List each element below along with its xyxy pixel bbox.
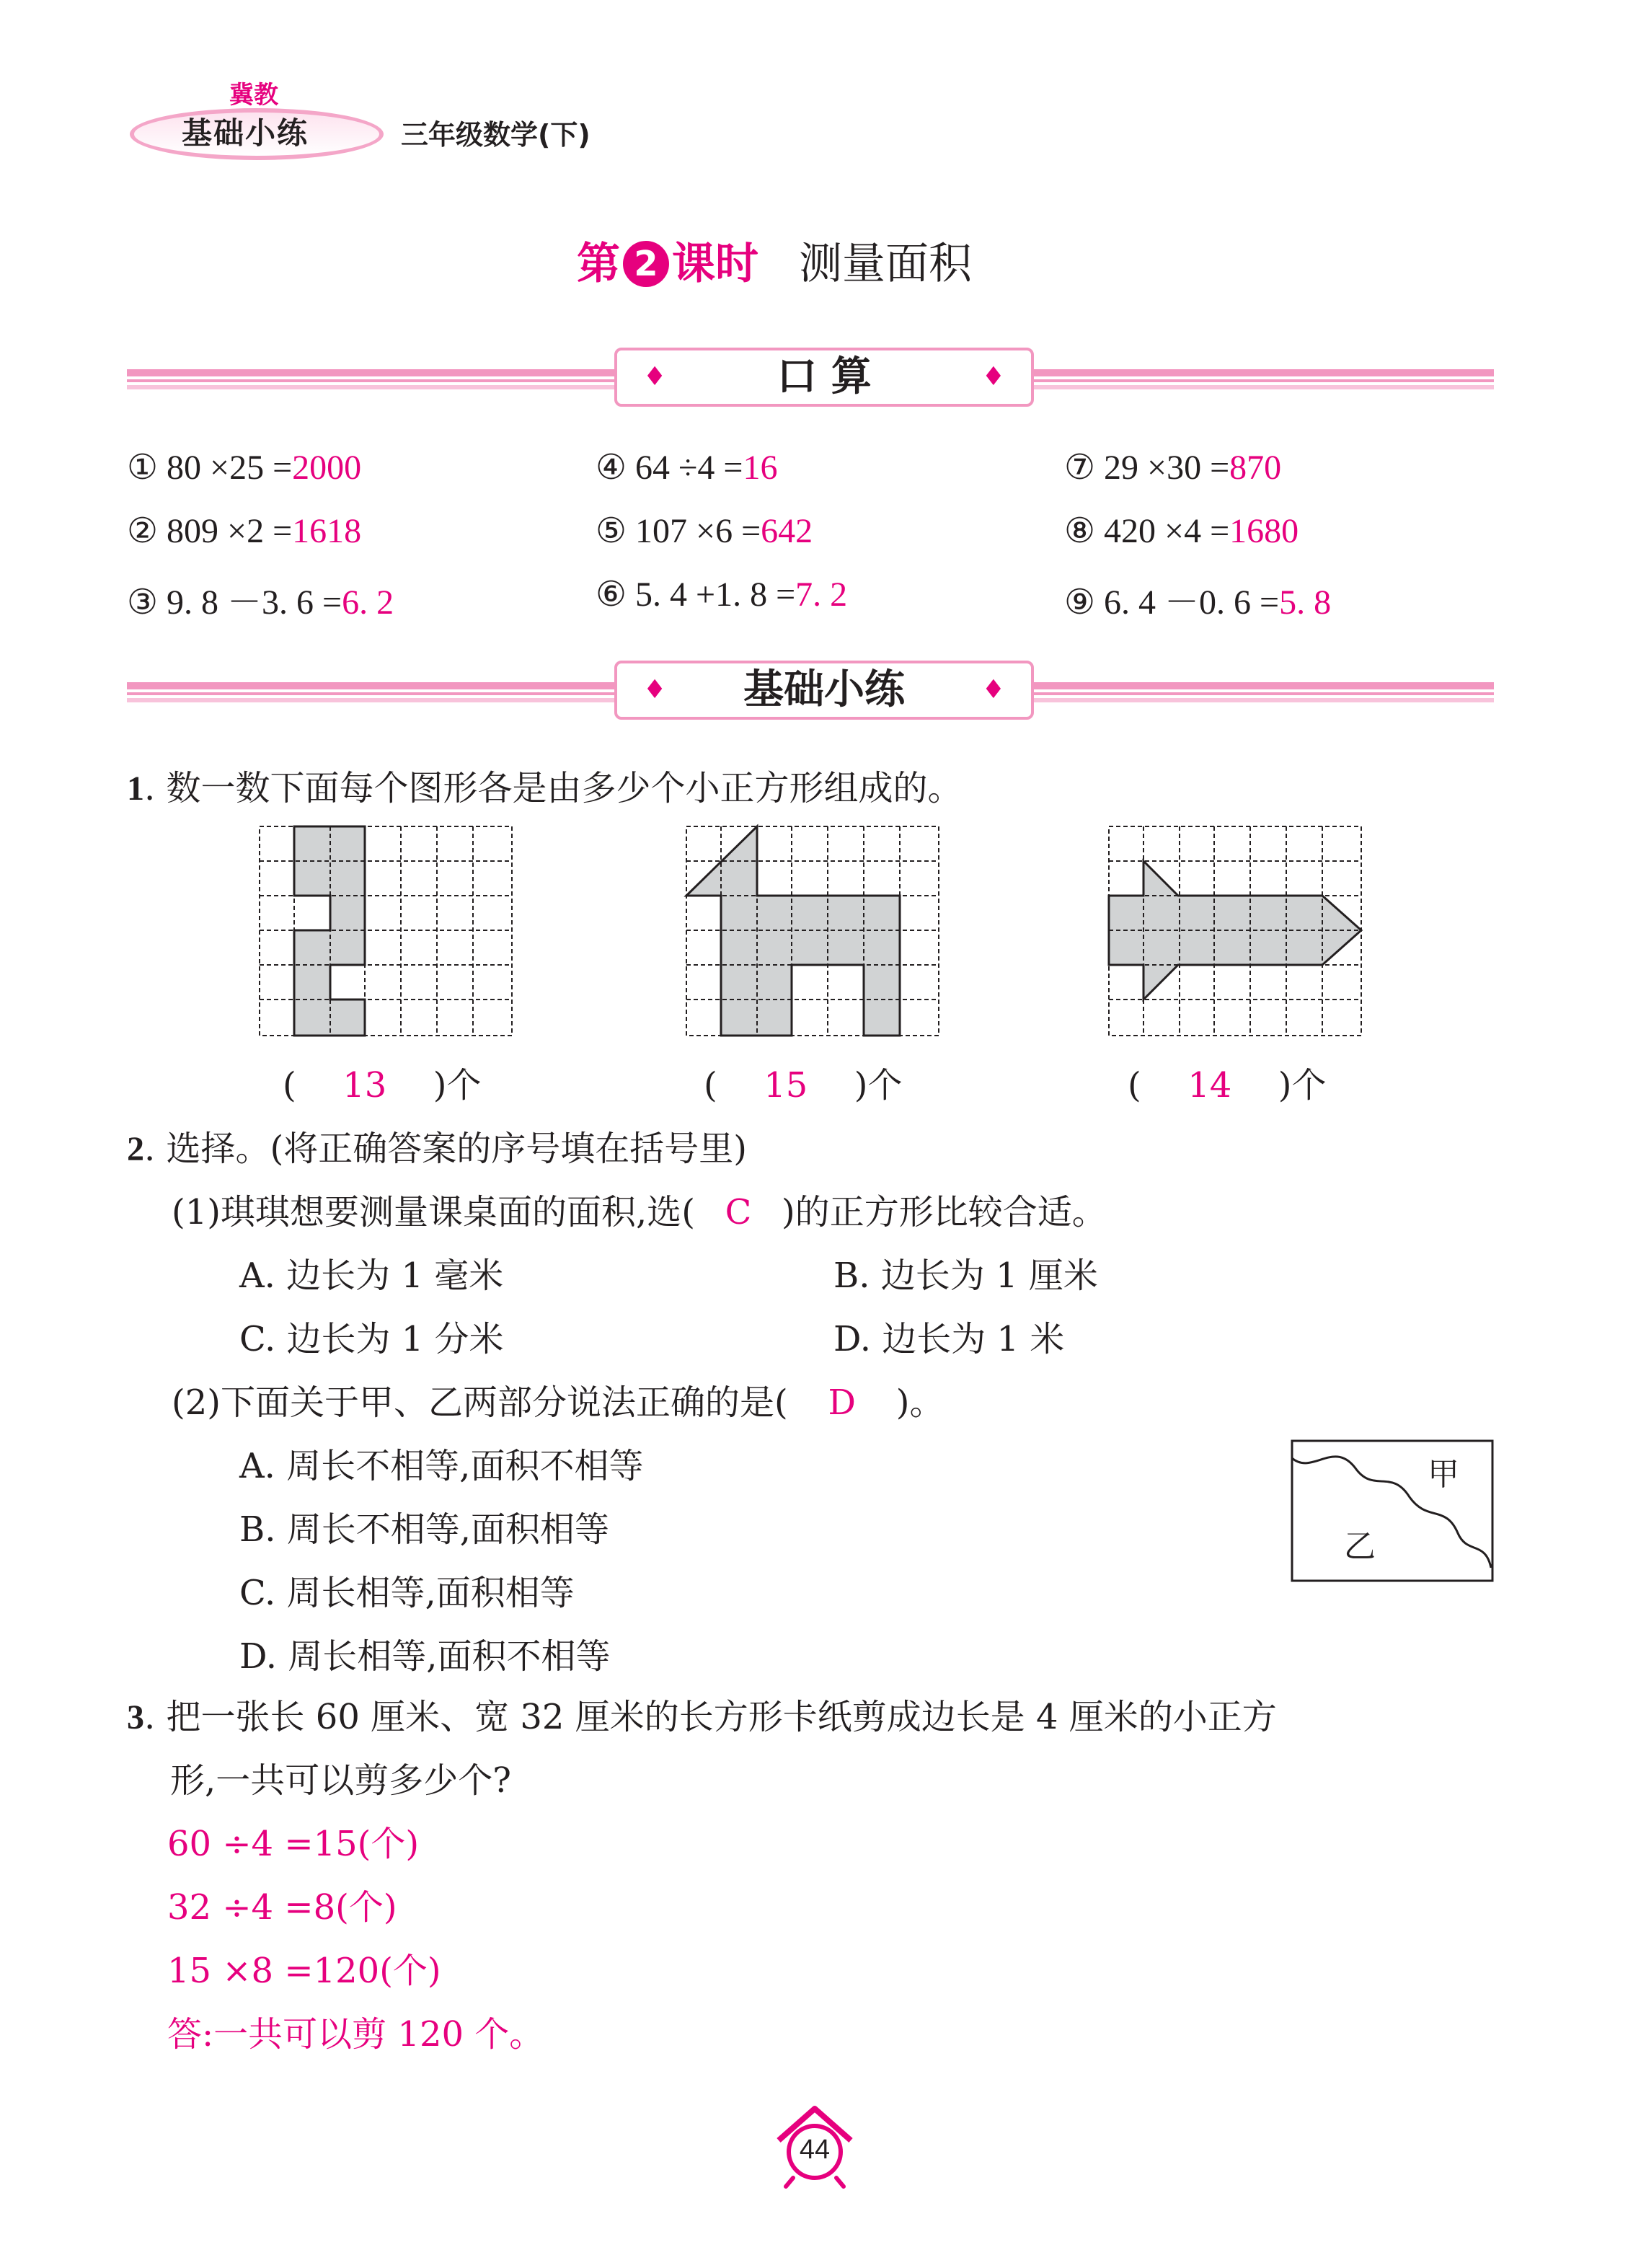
answer-blank-1: ( 13 )个 xyxy=(283,1065,482,1106)
answer-line: 答:一共可以剪 120 个。 xyxy=(167,2014,544,2055)
question-2: 2. 选择。(将正确答案的序号填在括号里) xyxy=(127,1129,747,1169)
section-header-oral xyxy=(614,348,1034,407)
option: C. 边长为 1 分米 xyxy=(239,1319,504,1359)
oral-answer: 870 xyxy=(1229,449,1282,487)
option: A. 周长不相等,面积不相等 xyxy=(239,1446,644,1486)
oral-answer: 7. 2 xyxy=(795,575,848,614)
oral-item: ⑤ 107 ×6 =642 xyxy=(596,512,813,550)
option: C. 周长相等,面积相等 xyxy=(239,1573,575,1613)
oral-item: ③ 9. 8 －3. 6 =6. 2 xyxy=(127,583,394,622)
option: D. 周长相等,面积不相等 xyxy=(239,1636,611,1677)
answer-blank-3: ( 14 )个 xyxy=(1128,1065,1327,1106)
label-yi: 乙 xyxy=(1344,1528,1376,1565)
oral-item: ④ 64 ÷4 =16 xyxy=(596,449,778,487)
oral-answer: 1618 xyxy=(292,512,362,550)
oral-answer: 2000 xyxy=(292,449,362,487)
section-header-basic xyxy=(614,661,1034,720)
question-3-line2: 形,一共可以剪多少个? xyxy=(170,1760,511,1801)
option: D. 边长为 1 米 xyxy=(833,1319,1065,1359)
lesson-suffix: 课时 xyxy=(672,239,758,289)
oral-item: ② 809 ×2 =1618 xyxy=(127,512,362,550)
diamond-icon: ♦ xyxy=(643,675,667,705)
grid-figure-2 xyxy=(684,824,943,1040)
brand-series: 基础小练 xyxy=(182,115,309,151)
grid-figure-3 xyxy=(1106,824,1366,1040)
option: A. 边长为 1 毫米 xyxy=(239,1256,504,1296)
section-title-basic: 基础小练 xyxy=(743,666,905,713)
oral-item: ⑦ 29 ×30 =870 xyxy=(1064,449,1282,487)
oral-item: ⑧ 420 ×4 =1680 xyxy=(1064,512,1299,550)
oral-answer: 1680 xyxy=(1229,512,1299,550)
work-line: 15 ×8 =120(个) xyxy=(167,1951,441,1991)
label-jia: 甲 xyxy=(1428,1456,1459,1493)
option: B. 周长不相等,面积相等 xyxy=(239,1509,610,1550)
lesson-prefix: 第 xyxy=(577,239,620,289)
brand-publisher: 冀教 xyxy=(229,81,278,110)
question-2-2: (2)下面关于甲、乙两部分说法正确的是( D )。 xyxy=(172,1382,944,1423)
oral-answer: 5. 8 xyxy=(1279,583,1332,622)
work-line: 32 ÷4 =8(个) xyxy=(167,1887,397,1928)
grid-figure-1 xyxy=(257,824,516,1040)
oral-item: ⑨ 6. 4 －0. 6 =5. 8 xyxy=(1064,583,1332,622)
question-1: 1. 数一数下面每个图形各是由多少个小正方形组成的。 xyxy=(127,768,963,808)
answer-blank-2: ( 15 )个 xyxy=(704,1065,903,1106)
oral-answer: 6. 2 xyxy=(342,583,394,622)
question-3: 3. 把一张长 60 厘米、宽 32 厘米的长方形卡纸剪成边长是 4 厘米的小正方 xyxy=(127,1697,1277,1737)
question-2-1: (1)琪琪想要测量课桌面的面积,选( C )的正方形比较合适。 xyxy=(172,1192,1107,1232)
jia-yi-figure xyxy=(1291,1439,1494,1582)
lesson-number: 2 xyxy=(623,241,669,287)
q2-2-answer: D xyxy=(828,1382,856,1423)
diamond-icon: ♦ xyxy=(981,675,1005,705)
lesson-title xyxy=(577,229,972,291)
q2-1-answer: C xyxy=(725,1192,752,1232)
section-title-oral: 口 算 xyxy=(777,353,872,400)
diamond-icon: ♦ xyxy=(981,362,1005,392)
option: B. 边长为 1 厘米 xyxy=(833,1256,1098,1296)
oral-item: ① 80 ×25 =2000 xyxy=(127,449,362,487)
lesson-name: 测量面积 xyxy=(799,239,972,289)
oral-answer: 16 xyxy=(743,449,778,487)
wavy-split-figure xyxy=(1291,1439,1494,1582)
oral-item: ⑥ 5. 4 +1. 8 =7. 2 xyxy=(596,575,848,614)
oral-answer: 642 xyxy=(761,512,813,550)
page-number: 44 xyxy=(799,2135,831,2165)
book-title: 三年级数学(下) xyxy=(401,119,590,151)
diamond-icon: ♦ xyxy=(643,362,667,392)
work-line: 60 ÷4 =15(个) xyxy=(167,1824,420,1864)
